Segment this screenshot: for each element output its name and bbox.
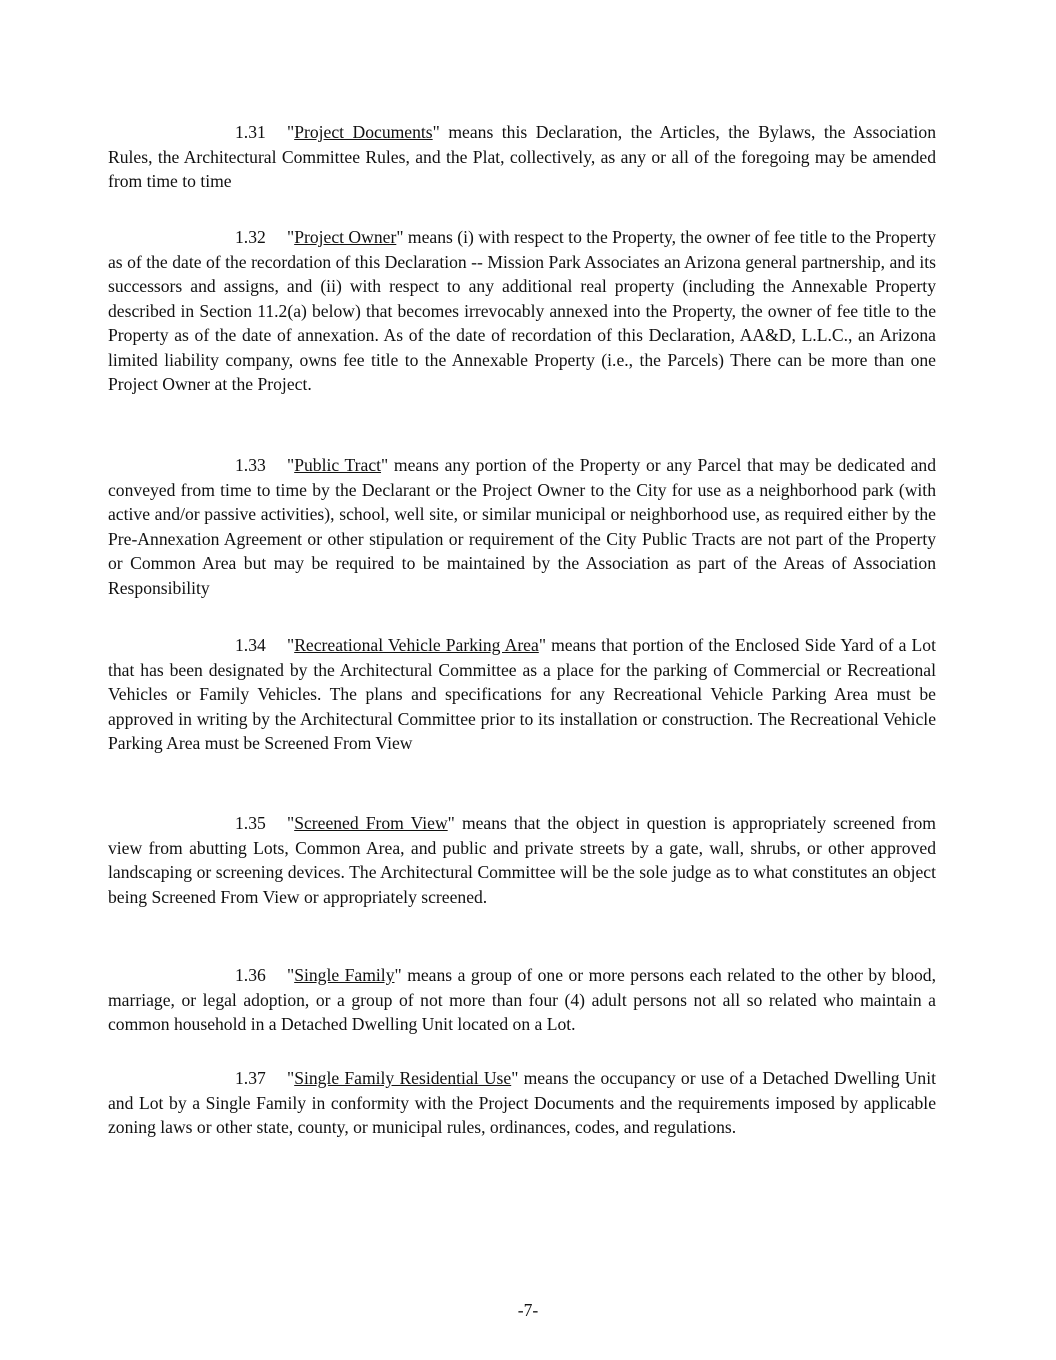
definition-1-35: 1.35 "Screened From View" means that the object in question is appropriately screened from view from abutting Lots, Common Area, and public and private streets by a gate, wall, shrubs, or other approved landscaping or screening devices. The Architectural Committee will be the sole judge as to what constitutes an object being Screened From View or appropriately screened.	[108, 813, 936, 907]
section-number: 1.36	[235, 965, 266, 985]
definition-text: means the occupancy or use of a Detached Dwelling Unit and Lot by a Single Family in conformity with the Project Documents and the requirements imposed by applicable zoning laws or other state, county, or municipal rules, ordinances, codes, and regulations.	[108, 1068, 936, 1137]
definition-text: means that portion of the Enclosed Side Yard of a Lot that has been designated by the Architectural Committee as a place for the parking of Commercial or Recreational Vehicles or Family Vehicles. The plans and specifications for any Recreational Vehicle Parking Area must be approved in writing by the Architectural Committee prior to its installation or construction. The Recreational Vehicle Parking Area must be Screened From View	[108, 635, 936, 753]
section-number: 1.31	[235, 122, 266, 142]
section-number: 1.32	[235, 227, 266, 247]
defined-term: Single Family Residential Use	[294, 1068, 512, 1088]
definition-1-32: 1.32 "Project Owner" means (i) with respect to the Property, the owner of fee title to the Property as of the date of the recordation of this Declaration -- Mission Park Associates an Arizona general partnership, and its successors and assigns, and (ii) with respect to any additional real property (including the Annexable Property described in Section 11.2(a) below) that becomes irrevocably annexed into the Property, the owner of fee title to the Property as of the date of annexation. As of the date of recordation of this Declaration, AA&D, L.L.C., an Arizona limited liability company, owns fee title to the Annexable Property (i.e., the Parcels) There can be more than one Project Owner at the Project.	[108, 227, 936, 394]
defined-term: Recreational Vehicle Parking Area	[294, 635, 539, 655]
defined-term: Project Documents	[294, 122, 433, 142]
section-number: 1.37	[235, 1068, 266, 1088]
section-number: 1.34	[235, 635, 266, 655]
defined-term: Screened From View	[294, 813, 448, 833]
definition-1-33: 1.33 "Public Tract" means any portion of the Property or any Parcel that may be dedicated and conveyed from time to time by the Declarant or the Project Owner to the City for use as a neighborhood park (with active and/or passive activities), school, well site, or similar municipal or neighborhood use, as required either by the Pre-Annexation Agreement or other stipulation or requirement of the City Public Tracts are not part of the Property or Common Area but may be required to be maintained by the Association as part of the Areas of Association Responsibility	[108, 455, 936, 598]
definition-text: means (i) with respect to the Property, the owner of fee title to the Property as of the date of the recordation of this Declaration -- Mission Park Associates an Arizona general partnership, and its successors and assigns, and (ii) with respect to any additional real property (including the Annexable Property described in Section 11.2(a) below) that becomes irrevocably annexed into the Property, the owner of fee title to the Property as of the date of annexation. As of the date of recordation of this Declaration, AA&D, L.L.C., an Arizona limited liability company, owns fee title to the Annexable Property (i.e., the Parcels) There can be more than one Project Owner at the Project.	[108, 227, 936, 394]
definition-text: means a group of one or more persons each related to the other by blood, marriage, or legal adoption, or a group of not more than four (4) adult persons not all so related who maintain a common household in a Detached Dwelling Unit located on a Lot.	[108, 965, 936, 1034]
section-number: 1.35	[235, 813, 266, 833]
definition-text: means this Declaration, the Articles, the Bylaws, the Association Rules, the Architectural Committee Rules, and the Plat, collectively, as any or all of the foregoing may be amended from time to time	[108, 122, 936, 191]
page-number: -7-	[517, 1300, 539, 1320]
defined-term: Project Owner	[294, 227, 397, 247]
definition-1-37: 1.37 "Single Family Residential Use" means the occupancy or use of a Detached Dwelling Unit and Lot by a Single Family in conformity with the Project Documents and the requirements imposed by applicable zoning laws or other state, county, or municipal rules, ordinances, codes, and regulations.	[108, 1068, 936, 1137]
definition-1-31: 1.31 "Project Documents" means this Declaration, the Articles, the Bylaws, the Association Rules, the Architectural Committee Rules, and the Plat, collectively, as any or all of the foregoing may be amended from time to time	[108, 122, 936, 191]
definition-1-36: 1.36 "Single Family" means a group of one or more persons each related to the other by blood, marriage, or legal adoption, or a group of not more than four (4) adult persons not all so related who maintain a common household in a Detached Dwelling Unit located on a Lot.	[108, 965, 936, 1034]
definition-text: means any portion of the Property or any Parcel that may be dedicated and conveyed from time to time by the Declarant or the Project Owner to the City for use as a neighborhood park (with active and/or passive activities), school, well site, or similar municipal or neighborhood use, as required either by the Pre-Annexation Agreement or other stipulation or requirement of the City Public Tracts are not part of the Property or Common Area but may be required to be maintained by the Association as part of the Areas of Association Responsibility	[108, 455, 936, 598]
defined-term: Single Family	[294, 965, 395, 985]
section-number: 1.33	[235, 455, 266, 475]
definition-text: means that the object in question is appropriately screened from view from abutting Lots, Common Area, and public and private streets by a gate, wall, shrubs, or other approved landscaping or screening devices. The Architectural Committee will be the sole judge as to what constitutes an object being Screened From View or appropriately screened.	[108, 813, 936, 907]
definition-1-34: 1.34 "Recreational Vehicle Parking Area" means that portion of the Enclosed Side Yard of a Lot that has been designated by the Architectural Committee as a place for the parking of Commercial or Recreational Vehicles or Family Vehicles. The plans and specifications for any Recreational Vehicle Parking Area must be approved in writing by the Architectural Committee prior to its installation or construction. The Recreational Vehicle Parking Area must be Screened From View	[108, 635, 936, 753]
defined-term: Public Tract	[294, 455, 382, 475]
